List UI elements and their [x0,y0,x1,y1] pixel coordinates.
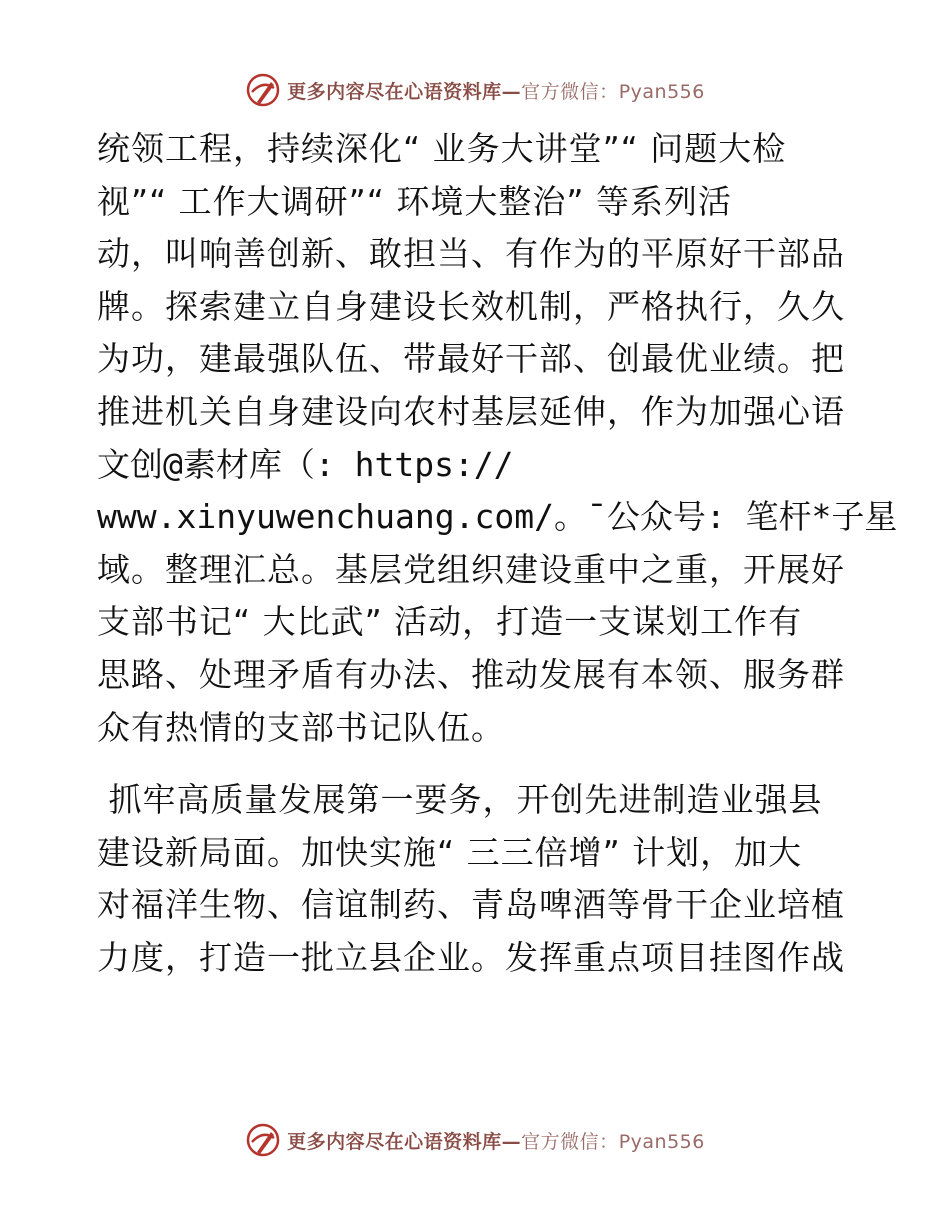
body-line: www.xinyuwenchuang.com/。¯公众号: 笔杆*子星 [97,497,898,537]
body-line: 域。整理汇总。基层党组织建设重中之重，开展好 [97,549,845,589]
body-line: 思路、处理矛盾有办法、推动发展有本领、服务群 [97,654,845,694]
body-line: 视”“ 工作大调研”“ 环境大整治” 等系列活 [97,181,732,221]
banner-wechat-id: Pyan556 [618,1130,705,1153]
body-line: 众有热情的支部书记队伍。 [97,707,505,747]
pen-logo-icon [245,1122,281,1158]
banner-label [287,77,705,104]
body-line: 牌。探索建立自身建设长效机制，严格执行，久久 [97,286,845,326]
body-line: 支部书记“ 大比武” 活动，打造一支谋划工作有 [97,602,803,642]
pen-logo-icon [245,72,281,108]
footer-banner [0,1120,950,1160]
body-line: 为功，建最强队伍、带最好干部、创最优业绩。把 [97,339,845,379]
banner-wechat-label: 官方微信： [521,1130,619,1153]
document-body [97,123,898,985]
banner-promo-text: 更多内容尽在心语资料库— [287,1130,522,1153]
body-line: 对福洋生物、信谊制药、青岛啤酒等骨干企业培植 [97,885,845,925]
body-line: 推进机关自身建设向农村基层延伸，作为加强心语 [97,391,845,431]
body-line: 力度，打造一批立县企业。发挥重点项目挂图作战 [97,937,845,977]
body-line: 动，叫响善创新、敢担当、有作为的平原好干部品 [97,234,845,274]
body-line: 抓牢高质量发展第一要务，开创先进制造业强县 [97,780,823,820]
banner-promo-text: 更多内容尽在心语资料库— [287,80,522,103]
header-banner [0,70,950,110]
banner-wechat-id: Pyan556 [618,80,705,103]
banner-wechat-label: 官方微信： [521,80,619,103]
body-line: 文创@素材库（: https:// [97,444,514,484]
body-line: 统领工程，持续深化“ 业务大讲堂”“ 问题大检 [97,129,787,168]
paragraph-gap [97,754,857,774]
body-line: 建设新局面。加快实施“ 三三倍增” 计划，加大 [97,832,803,872]
banner-label [287,1127,705,1154]
